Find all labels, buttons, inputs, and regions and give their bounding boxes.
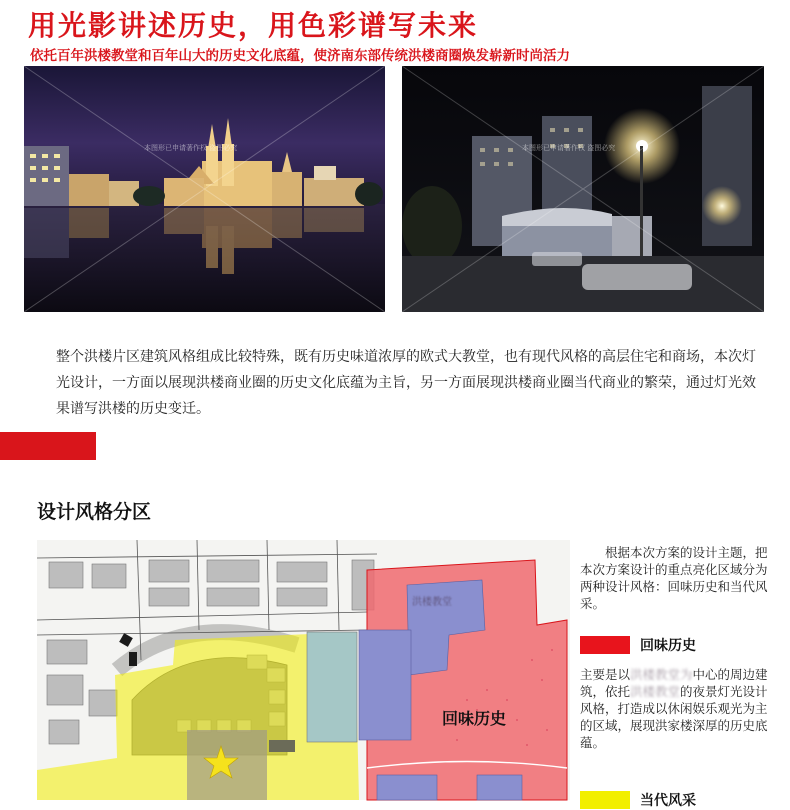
section-accent-bar [0,432,96,460]
street-night-photo [402,66,764,312]
design-zone-map [37,540,570,800]
history-desc-part: 主要是以 [580,667,631,682]
blurred-text: 洪楼教堂 [630,684,681,699]
intro-paragraph: 整个洪楼片区建筑风格组成比较特殊，既有历史味道浓厚的欧式大教堂，也有现代风格的高层住宅和商场，本次灯光设计，一方面以展现洪楼商业圈的历史文化底蕴为主旨，另一方面展现洪楼商业圈当代商业的繁荣，通过灯光效果谱写洪楼的历史变迁。 [56,349,756,417]
legend-history-label: 回味历史 [640,638,696,654]
history-desc-part: 的夜景灯光设计风格，打造成以休闲娱乐观光为主的区域，展现洪家楼深厚的历史底蕴。 [580,684,768,750]
legend-history-swatch [580,636,630,654]
zone-history-label: 回味历史 [442,709,507,728]
legend-history [580,635,696,655]
history-desc-part: 中心的周边建筑，依托 [580,667,768,699]
photo-watermark: 本图形已申请著作权 盗图必究 [144,144,238,152]
history-description [580,666,778,751]
blurred-text: 洪楼教堂为 [630,667,693,682]
headline: 用光影讲述历史，用色彩谱写未来 [28,9,479,42]
legend-modern [580,790,696,810]
section-title: 设计风格分区 [37,501,152,523]
legend-modern-label: 当代风采 [640,793,696,809]
church-map-label: 洪楼教堂 [412,597,452,608]
legend-modern-swatch [580,791,630,809]
subheadline: 依托百年洪楼教堂和百年山大的历史文化底蕴，使济南东部传统洪楼商圈焕发崭新时尚活力 [30,48,570,64]
church-night-photo [24,66,385,312]
side-intro-text: 根据本次方案的设计主题，把本次方案设计的重点亮化区域分为两种设计风格：回味历史和当代风采。 [580,545,768,611]
photo-watermark: 本图形已申请著作权 盗图必究 [522,144,616,152]
